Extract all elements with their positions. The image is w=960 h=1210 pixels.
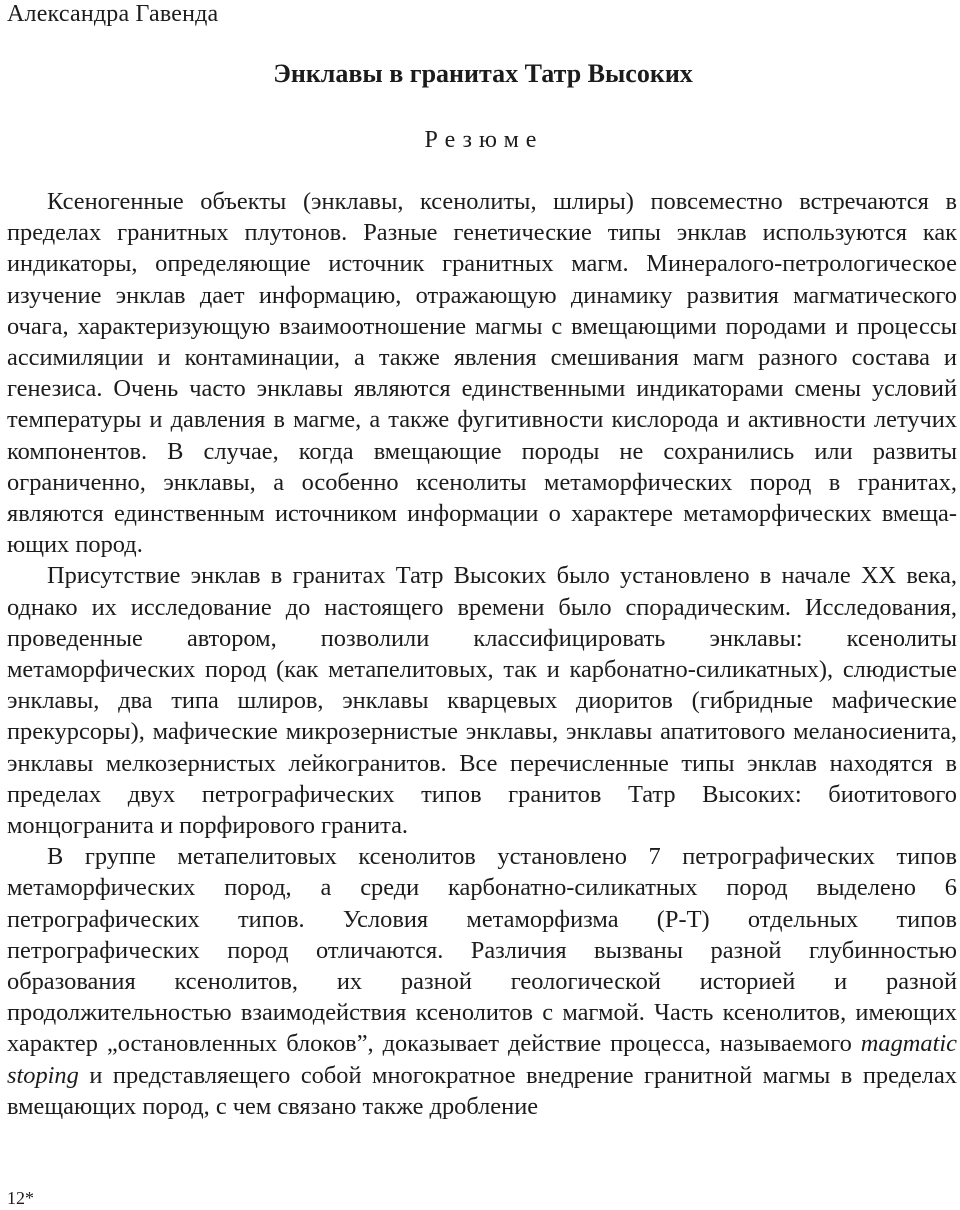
page-number: 12* <box>7 1188 34 1208</box>
paragraph-1: Ксеногенные объекты (энклавы, ксенолиты, шлиры) повсеместно встречаются в пределах гранитных плутонов. Разные генетические типы энклав используются как индикаторы, определяющие источник гранитных магм. Минералого-петрологическое изучение энклав дает информацию, отражающую динамику развития магматического очага, характеризующую взаимоотношение магмы с вмещающими породами и процессы ассимиляции и контаминации, а также явления смешивания магм разного состава и генезиса. Очень часто энклавы являются единственными индикаторами смены условий температуры и давления в магме, а также фугитивности кислорода и активности летучих компонентов. В случае, когда вмещающие породы не сохранились или развиты ограниченно, энклавы, а особенно ксенолиты метаморфических пород в гранитах, являются единственным источником информации о характере метаморфических вмеща-ющих пород. <box>7 188 957 559</box>
paragraph-3-part-2: и представляещего собой многократное внедрение гранитной магмы в пределах вмещающих пород, с чем связано также дробление <box>7 1061 957 1120</box>
italic-term: magmatic stoping <box>7 1030 957 1089</box>
paragraph-3-part-1: В группе метапелитовых ксенолитов установлено 7 петрографических типов метаморфических пород, а среди карбонатно-силикатных пород выделено 6 петрографических типов. Условия метаморфизма (P-T) отдельных типов петрографических пород отличаются. Различия вызваны разной глубинностью образования ксенолитов, их разной геологической историей и разной продолжительностью взаимодействия ксенолитов с магмой. Часть ксенолитов, имеющих характер „остановленных блоков”, доказывает действие процесса, называемого <box>7 843 957 1058</box>
paragraph-2: Присутствие энклав в гранитах Татр Высоких было установлено в начале XX века, однако их исследование до настоящего времени было спорадическим. Исследования, проведенные автором, позволили классифицировать энклавы: ксенолиты метаморфических пород (как метапелитовых, так и карбонатно-силикатных), слюдистые энклавы, два типа шлиров, энклавы кварцевых диоритов (гибридные мафические прекурсоры), мафические микрозернистые энклавы, энклавы апатитового меланосиенита, энклавы мелкозернистых лейкогранитов. Все перечисленные типы энклав находятся в пределах двух петрографических типов гранитов Татр Высоких: биотитового монцогранита и порфирового гранита. <box>7 562 957 840</box>
paragraph-3 <box>7 841 957 1122</box>
article-title: Энклавы в гранитах Татр Высоких <box>273 59 693 88</box>
body-text <box>7 186 957 1122</box>
author-name: Александра Гавенда <box>7 1 219 27</box>
section-heading: Резюме <box>424 127 544 153</box>
